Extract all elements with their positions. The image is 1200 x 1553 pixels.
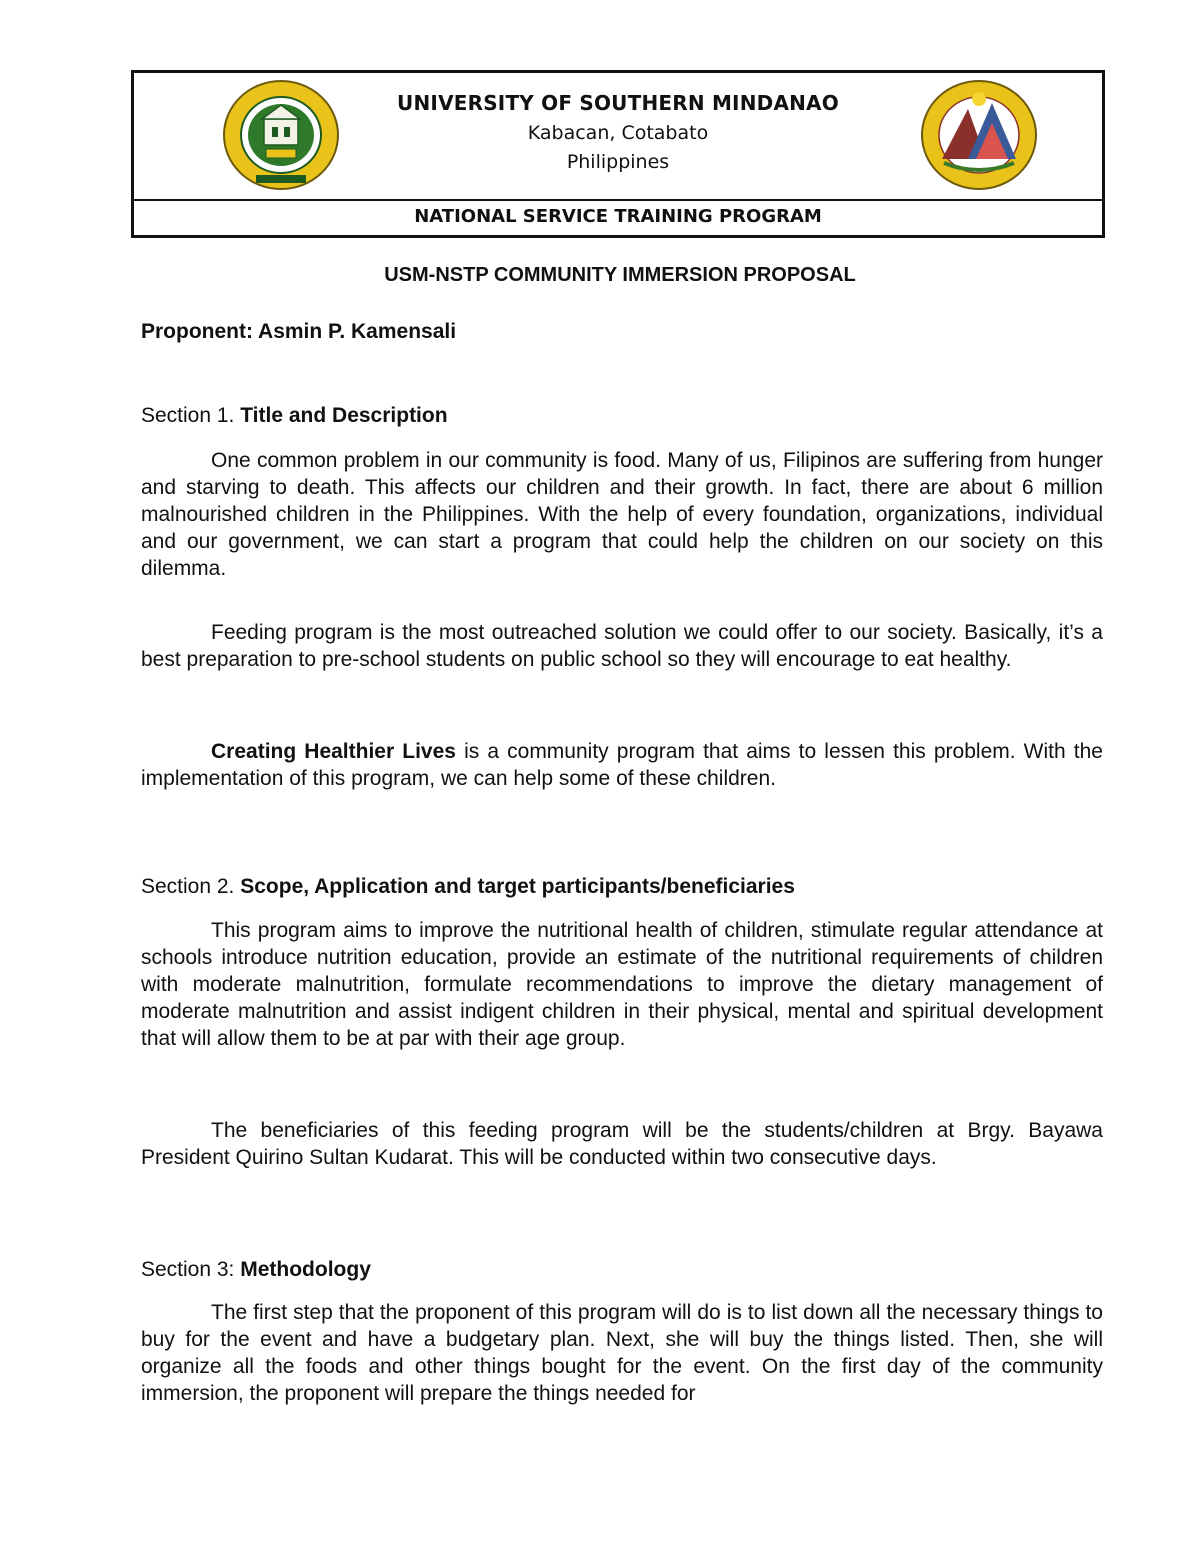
section-2-paragraph-1-text: This program aims to improve the nutritional health of children, stimulate regular attendance at schools introduce nutrition education, provide an estimate of the nutritional requirements of children with moderate malnutrition, formulate recommendations to improve the dietary management of moderate malnutrition and assist indigent children in their physical, mental and spiritual development that will allow them to be at par with their age group. <box>141 919 1103 1051</box>
section-3-paragraph-1-text: The first step that the proponent of this program will do is to list down all the necessary things to buy for the event and have a budgetary plan. Next, she will buy the things listed. Then, she will organize all the foods and other things bought for the event. On the first day of the community immersion, the proponent will prepare the things needed for <box>141 1301 1103 1406</box>
section-2-title: Scope, Application and target participants/beneficiaries <box>240 875 795 898</box>
section-2-paragraph-2 <box>141 1117 1103 1171</box>
letterhead-top <box>134 73 1102 201</box>
section-1-paragraph-2 <box>141 619 1103 673</box>
program-name: Creating Healthier Lives <box>211 740 456 763</box>
proponent-line: Proponent: Asmin P. Kamensali <box>141 320 457 343</box>
section-1-title: Title and Description <box>240 404 448 427</box>
document-title: USM-NSTP COMMUNITY IMMERSION PROPOSAL <box>384 264 856 286</box>
section-1-paragraph-2-text: Feeding program is the most outreached solution we could offer to our society. Basically, it’s a best preparation to pre-school students on public school so they will encourage to eat healthy. <box>141 621 1103 672</box>
section-1-heading <box>141 404 448 428</box>
section-1-prefix: Section 1. <box>141 404 241 427</box>
section-1-paragraph-3 <box>141 738 1103 792</box>
section-3-prefix: Section 3: <box>141 1258 241 1281</box>
program-title: NATIONAL SERVICE TRAINING PROGRAM <box>414 206 822 227</box>
section-1-paragraph-1 <box>141 447 1103 582</box>
section-2-prefix: Section 2. <box>141 875 241 898</box>
section-1-paragraph-3-text: is a community program that aims to lessen this problem. With the implementation of this program, we can help some of these children. <box>141 740 1103 791</box>
university-name: UNIVERSITY OF SOUTHERN MINDANAO <box>397 91 839 115</box>
section-2-paragraph-1 <box>141 917 1103 1052</box>
section-1-paragraph-1-text: One common problem in our community is food. Many of us, Filipinos are suffering from hunger and starving to death. This affects our children and their growth. In fact, there are about 6 million malnourished children in the Philippines. With the help of every foundation, organizations, individual and our government, we can start a program that could help the children on our society on this dilemma. <box>141 449 1103 581</box>
section-3-paragraph-1 <box>141 1299 1103 1407</box>
section-2-heading <box>141 875 795 899</box>
section-3-heading <box>141 1258 371 1282</box>
university-location: Kabacan, Cotabato <box>527 122 709 144</box>
nstp-seal-logo <box>920 79 1038 196</box>
university-country: Philippines <box>566 151 670 173</box>
section-3-title: Methodology <box>240 1258 371 1281</box>
letterhead <box>131 70 1105 238</box>
section-2-paragraph-2-text: The beneficiaries of this feeding program will be the students/children at Brgy. Bayawa President Quirino Sultan Kudarat. This will be conducted within two consecutive days. <box>141 1119 1103 1170</box>
